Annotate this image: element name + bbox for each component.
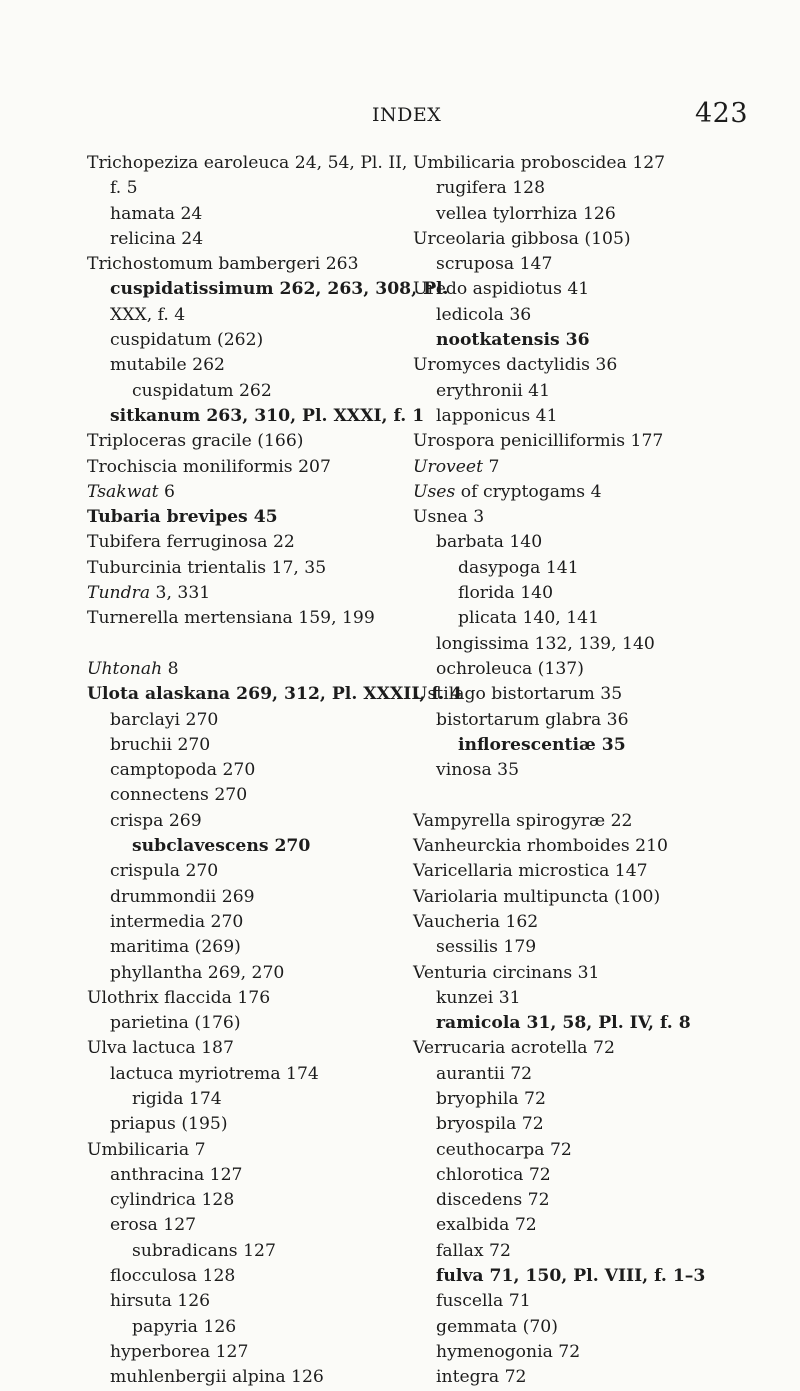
index-entry: cylindrica 128	[110, 1190, 235, 1211]
index-entry: Umbilicaria proboscidea 127	[413, 153, 666, 173]
index-entry: Vampyrella spirogyræ 22	[413, 810, 633, 831]
index-entry: Urospora penicilliformis 177	[413, 431, 664, 452]
index-entry: maritima (269)	[110, 937, 241, 958]
index-entry: cuspidatissimum 262, 263, 308, Pl.	[110, 279, 449, 300]
section-gap	[413, 783, 773, 808]
index-entry: cuspidatum 262	[132, 380, 272, 401]
index-entry: f. 5	[110, 178, 138, 199]
index-entry: Urceolaria gibbosa (105)	[413, 228, 631, 249]
index-entry: hamata 24	[110, 203, 203, 224]
index-entry: lactuca myriotrema 174	[110, 1063, 319, 1084]
index-entry: sitkanum 263, 310, Pl. XXXI, f. 1	[110, 405, 425, 426]
index-entry: Triploceras gracile (166)	[87, 431, 304, 452]
index-entry: connectens 270	[110, 785, 248, 806]
index-entry: ochroleuca (137)	[436, 658, 584, 679]
index-entry: bryospila 72	[436, 1114, 544, 1135]
index-entry: sessilis 179	[436, 937, 537, 958]
index-entry: gemmata (70)	[436, 1316, 558, 1337]
index-entry: Tubaria brevipes 45	[87, 507, 278, 528]
index-entry: Umbilicaria 7	[87, 1139, 206, 1160]
index-entry: barbata 140	[436, 532, 543, 553]
section-gap	[87, 632, 417, 657]
index-entry: barclayi 270	[110, 709, 219, 730]
index-entry: scruposa 147	[436, 254, 553, 275]
index-entry: Vanheurckia rhomboides 210	[413, 836, 668, 857]
index-entry: exalbida 72	[436, 1215, 537, 1236]
index-entry: bruchii 270	[110, 734, 211, 755]
index-entry: Ulothrix flaccida 176	[87, 987, 271, 1008]
index-entry: erosa 127	[110, 1215, 197, 1236]
index-entry: hymenogonia 72	[436, 1341, 581, 1362]
index-entry: Uses of cryptogams 4	[413, 481, 602, 502]
index-entry: Variolaria multipuncta (100)	[413, 886, 661, 907]
index-entry: Varicellaria microstica 147	[413, 861, 648, 882]
index-entry: Usnea 3	[413, 507, 485, 528]
index-entry: ceuthocarpa 72	[436, 1139, 572, 1160]
index-entry: Trichopeziza earoleuca 24, 54, Pl. II,	[87, 153, 408, 173]
index-entry: dasypoga 141	[458, 557, 579, 578]
index-entry: bryophila 72	[436, 1088, 546, 1109]
index-entry: Turnerella mertensiana 159, 199	[87, 608, 375, 629]
index-entry: muhlenbergii alpina 126	[110, 1367, 324, 1388]
index-entry: rigida 174	[132, 1088, 222, 1109]
page-header	[0, 100, 800, 140]
index-entry: vellea tylorrhiza 126	[436, 203, 616, 224]
index-entry: plicata 140, 141	[458, 608, 600, 629]
index-entry: fallax 72	[436, 1240, 511, 1261]
index-entry: crispula 270	[110, 861, 219, 882]
index-entry: Ustilago bistortarum 35	[413, 684, 623, 705]
index-entry: mutabile 262	[110, 355, 225, 376]
page-title: INDEX	[372, 104, 442, 126]
index-entry: drummondii 269	[110, 886, 255, 907]
page-number: 423	[695, 98, 749, 129]
index-entry: fuscella 71	[436, 1291, 531, 1312]
index-entry: vinosa 35	[436, 760, 520, 781]
index-entry: Uroveet 7	[413, 456, 500, 477]
index-entry: Vaucheria 162	[413, 911, 539, 932]
index-entry: bistortarum glabra 36	[436, 709, 629, 730]
index-entry: aurantii 72	[436, 1063, 533, 1084]
index-entry: kunzei 31	[436, 987, 521, 1008]
index-entry: Tuburcinia trientalis 17, 35	[87, 557, 327, 578]
index-entry: subradicans 127	[132, 1240, 276, 1261]
index-entry: florida 140	[458, 583, 554, 604]
index-entry: lapponicus 41	[436, 405, 558, 426]
index-entry: chlorotica 72	[436, 1164, 551, 1185]
index-entry: Verrucaria acrotella 72	[413, 1038, 615, 1059]
index-entry: Tubifera ferruginosa 22	[87, 532, 295, 553]
index-entry: phyllantha 269, 270	[110, 962, 285, 983]
index-entry: discedens 72	[436, 1190, 550, 1211]
index-entry: Venturia circinans 31	[413, 962, 600, 983]
index-entry: Uhtonah 8	[87, 658, 179, 679]
index-entry: priapus (195)	[110, 1114, 228, 1135]
index-entry: relicina 24	[110, 228, 204, 249]
index-entry: Ulva lactuca 187	[87, 1038, 234, 1059]
index-entry: nootkatensis 36	[436, 330, 590, 351]
index-entry: ramicola 31, 58, Pl. IV, f. 8	[436, 1013, 691, 1034]
index-entry: crispa 269	[110, 810, 202, 831]
index-entry: anthracina 127	[110, 1164, 243, 1185]
index-entry: flocculosa 128	[110, 1266, 236, 1287]
index-entry: camptopoda 270	[110, 760, 256, 781]
index-entry: subclavescens 270	[132, 836, 311, 857]
index-entry: ledicola 36	[436, 304, 532, 325]
index-entry: parietina (176)	[110, 1013, 241, 1034]
index-entry: Trichostomum bambergeri 263	[87, 254, 359, 275]
index-entry: intermedia 270	[110, 911, 244, 932]
index-entry: longissima 132, 139, 140	[436, 633, 655, 654]
index-entry: cuspidatum (262)	[110, 330, 264, 351]
index-entry: erythronii 41	[436, 380, 551, 401]
index-entry: Uredo aspidiotus 41	[413, 279, 590, 300]
index-entry: Trochiscia moniliformis 207	[87, 456, 331, 477]
index-entry: hyperborea 127	[110, 1341, 249, 1362]
index-entry: XXX, f. 4	[110, 304, 186, 325]
index-entry: rugifera 128	[436, 178, 546, 199]
index-entry: Uromyces dactylidis 36	[413, 355, 618, 376]
index-entry: inflorescentiæ 35	[458, 734, 626, 755]
index-entry: integra 72	[436, 1367, 527, 1388]
index-column-right	[413, 151, 773, 1391]
index-entry: papyria 126	[132, 1316, 237, 1337]
index-entry: Tundra 3, 331	[87, 583, 211, 604]
index-entry: Tsakwat 6	[87, 481, 175, 502]
index-entry: Ulota alaskana 269, 312, Pl. XXXII, f. 4	[87, 684, 463, 705]
index-entry: hirsuta 126	[110, 1291, 211, 1312]
index-entry: fulva 71, 150, Pl. VIII, f. 1–3	[436, 1266, 706, 1287]
